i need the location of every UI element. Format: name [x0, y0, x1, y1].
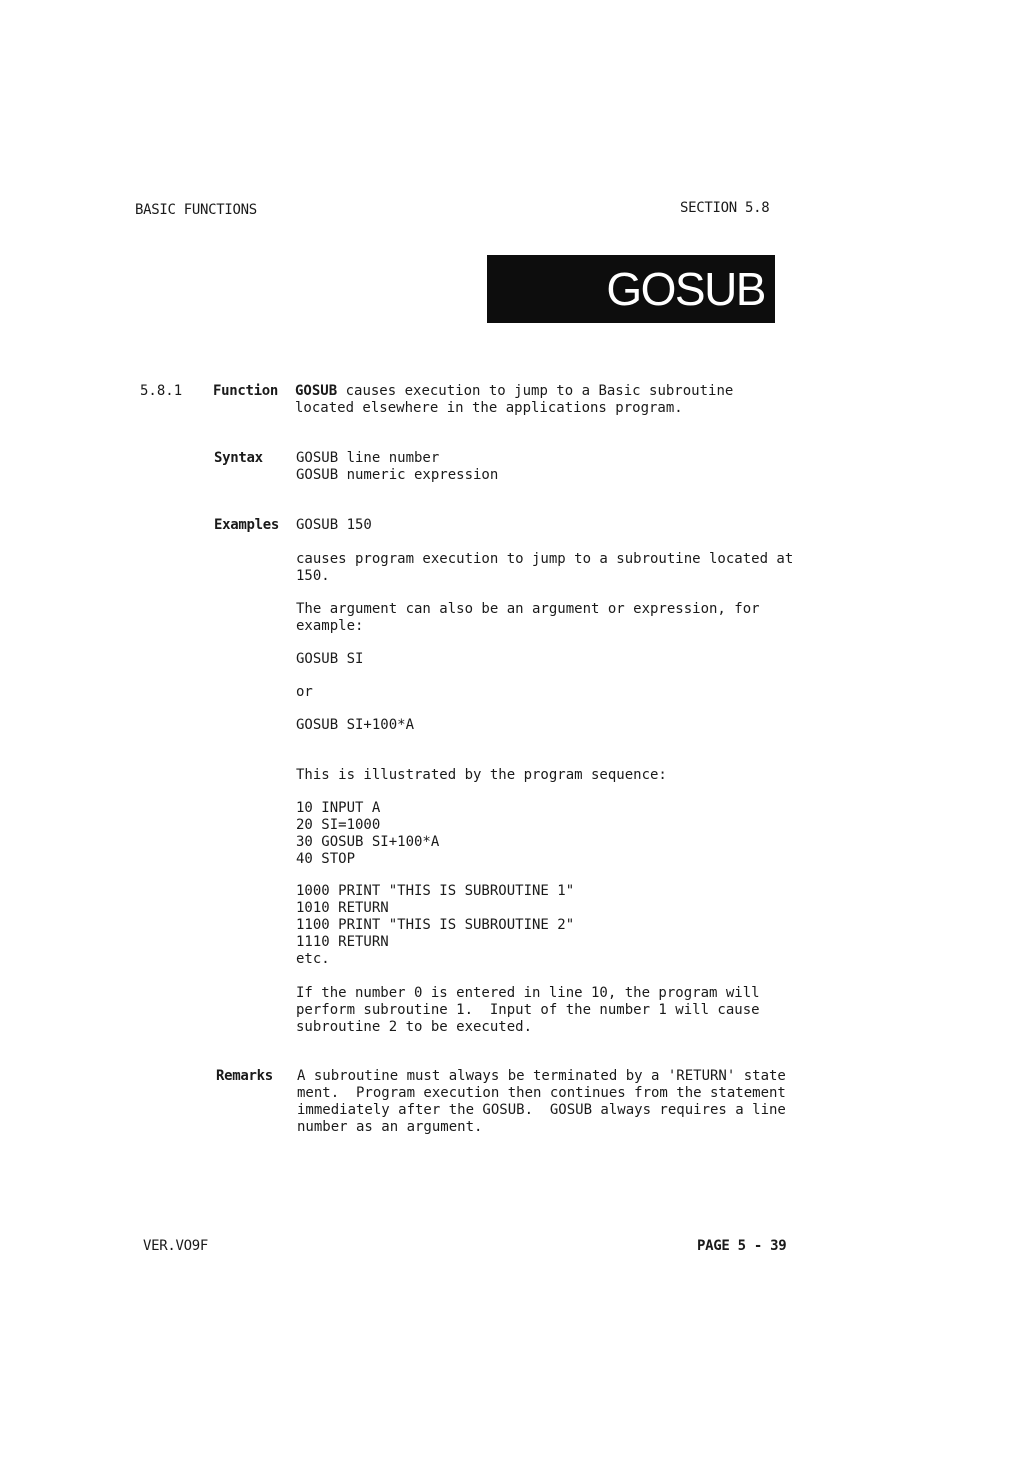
- function-label: Function: [213, 383, 279, 399]
- example-1: GOSUB 150: [296, 517, 372, 533]
- syntax-label: Syntax: [214, 450, 263, 466]
- section-number: 5.8.1: [140, 383, 183, 399]
- remarks-label: Remarks: [216, 1068, 273, 1084]
- header-right: SECTION 5.8: [680, 200, 770, 216]
- banner-title: GOSUB: [606, 263, 765, 315]
- function-description: [295, 383, 733, 417]
- example-3: GOSUB SI+100*A: [296, 717, 415, 733]
- footer-page-number: PAGE 5 - 39: [697, 1238, 787, 1254]
- examples-label: Examples: [214, 517, 280, 533]
- program-listing-main: 10 INPUT A 20 SI=1000 30 GOSUB SI+100*A 40 STOP: [296, 800, 440, 867]
- example-1-description: causes program execution to jump to a subroutine located at 150.: [296, 551, 794, 584]
- title-banner: [487, 255, 775, 323]
- or-text: or: [296, 684, 313, 700]
- footer-version: VER.VO9F: [143, 1238, 209, 1254]
- illustrated-text: This is illustrated by the program sequence:: [296, 767, 667, 783]
- function-keyword: GOSUB: [295, 383, 338, 399]
- remarks-text: A subroutine must always be terminated by a 'RETURN' state ment. Program execution then continues from the statement immediately after the GOSUB. GOSUB always requires a line number as an argument.: [297, 1068, 786, 1135]
- example-2: GOSUB SI: [296, 651, 364, 667]
- function-text: causes execution to jump to a Basic subroutine located elsewhere in the applications program.: [295, 383, 734, 416]
- argument-text: The argument can also be an argument or expression, for example:: [296, 601, 760, 634]
- syntax-lines: GOSUB line number GOSUB numeric expression: [296, 450, 499, 483]
- if-explanation: If the number 0 is entered in line 10, the program will perform subroutine 1. Input of the number 1 will cause subroutine 2 to be executed.: [296, 985, 760, 1035]
- program-listing-subroutines: 1000 PRINT "THIS IS SUBROUTINE 1" 1010 RETURN 1100 PRINT "THIS IS SUBROUTINE 2" 1110 RETURN etc.: [296, 883, 575, 967]
- header-left: BASIC FUNCTIONS: [135, 202, 257, 218]
